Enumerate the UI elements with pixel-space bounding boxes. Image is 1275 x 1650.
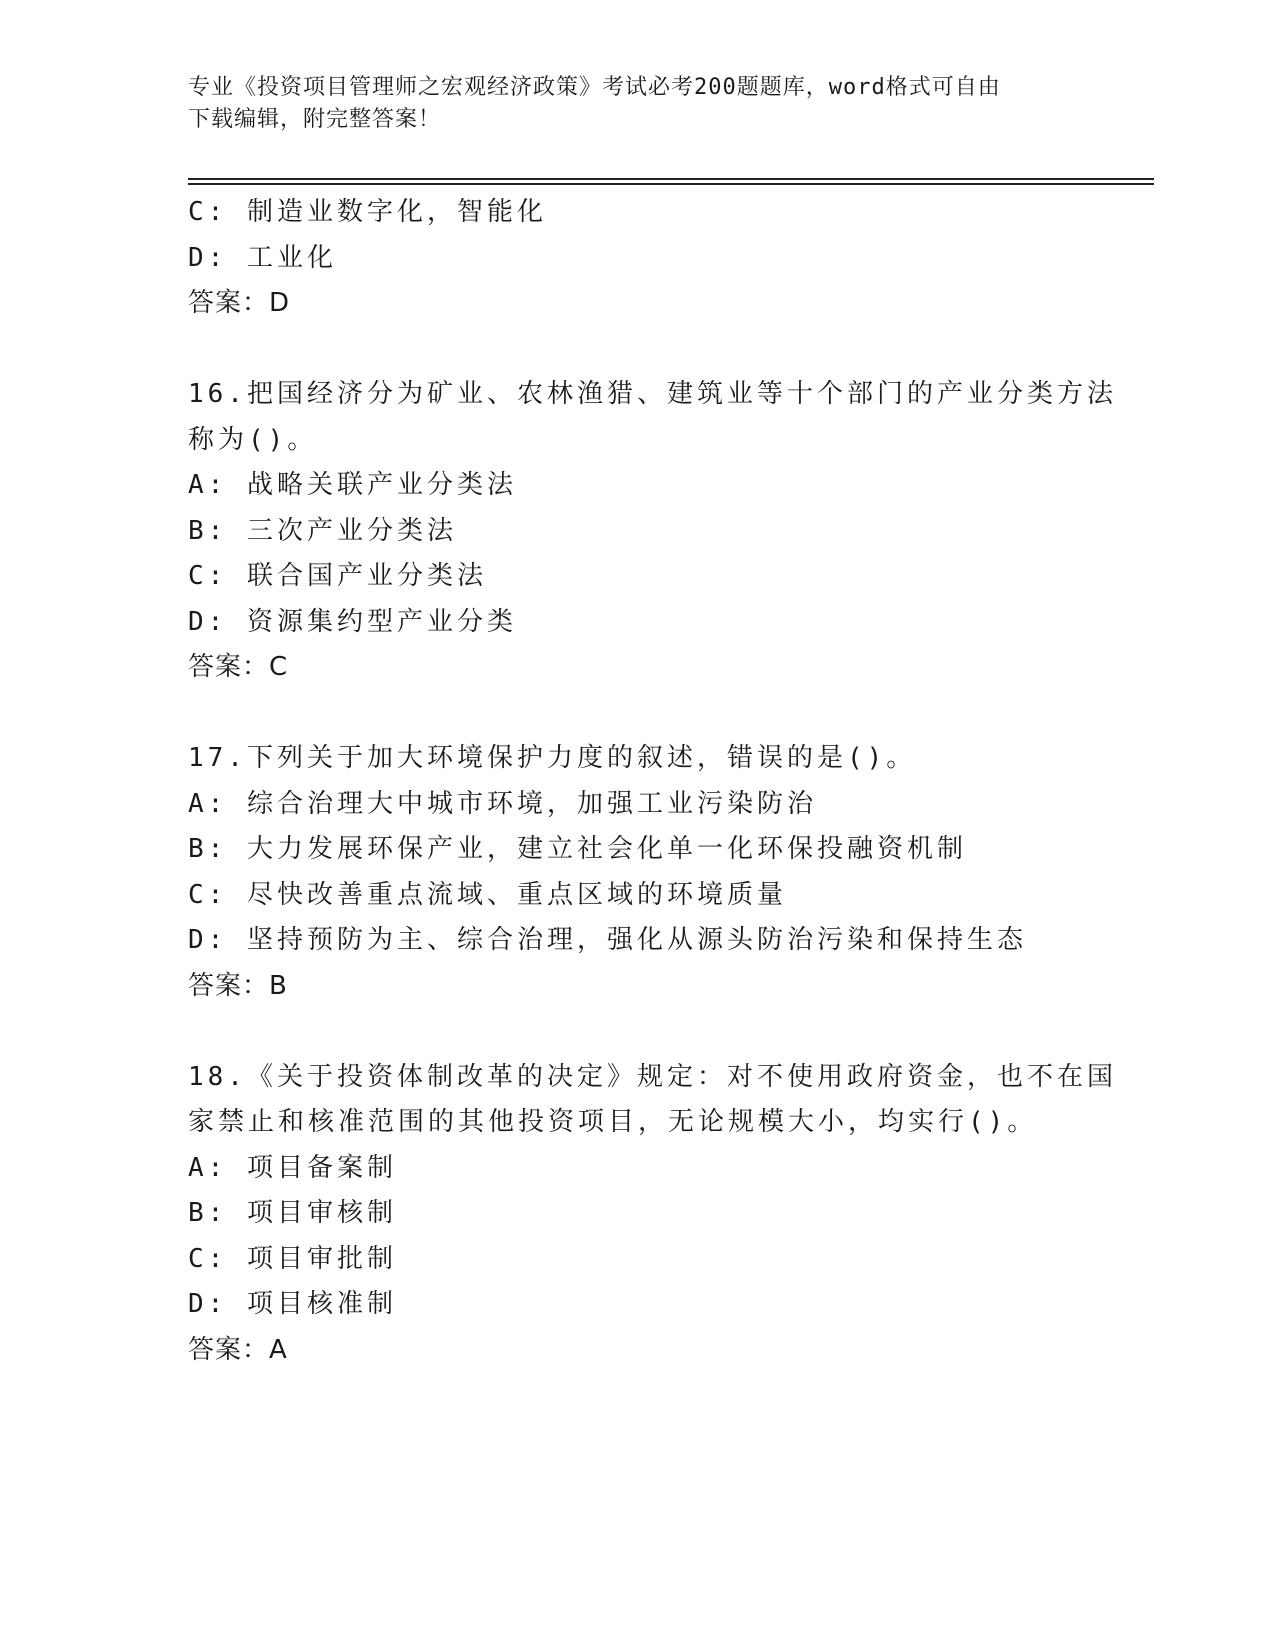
- question-16: [188, 372, 1138, 691]
- answer-line: 答案：D: [188, 288, 291, 318]
- option-c: C: 制造业数字化，智能化: [188, 197, 547, 227]
- question-text-line: 16.把国经济分为矿业、农林渔猎、建筑业等十个部门的产业分类方法: [188, 379, 1117, 409]
- spacer: [188, 691, 1138, 737]
- question-text-line: 18.《关于投资体制改革的决定》规定：对不使用政府资金，也不在国: [188, 1061, 1117, 1092]
- question-17: [188, 736, 1138, 1009]
- option-d: D: 工业化: [188, 242, 337, 273]
- option-b: B: 项目审核制: [188, 1198, 397, 1228]
- header-divider-bottom: [188, 183, 1154, 185]
- spacer: [188, 1009, 1138, 1055]
- option-d: D: 坚持预防为主、综合治理，强化从源头防治污染和保持生态: [188, 925, 1027, 955]
- answer-line: 答案：C: [188, 652, 289, 682]
- header-divider-top: [188, 178, 1154, 180]
- question-text-line: 家禁止和核准范围的其他投资项目，无论规模大小，均实行()。: [188, 1107, 1038, 1137]
- question-15-tail: [188, 190, 1138, 327]
- question-text-line: 17.下列关于加大环境保护力度的叙述，错误的是()。: [188, 743, 917, 773]
- option-d: D: 资源集约型产业分类: [188, 606, 517, 637]
- option-c: C: 尽快改善重点流域、重点区域的环境质量: [188, 879, 787, 910]
- header-line-2: 下载编辑，附完整答案！: [188, 107, 442, 132]
- document-header: [188, 72, 1068, 136]
- answer-line: 答案：B: [188, 970, 288, 1001]
- question-text-line: 称为()。: [188, 424, 318, 455]
- option-b: B: 三次产业分类法: [188, 515, 457, 546]
- question-18: [188, 1055, 1138, 1374]
- spacer: [188, 327, 1138, 373]
- option-c: C: 联合国产业分类法: [188, 561, 487, 591]
- option-b: B: 大力发展环保产业，建立社会化单一化环保投融资机制: [188, 834, 967, 864]
- option-a: A: 综合治理大中城市环境，加强工业污染防治: [188, 788, 817, 819]
- option-a: A: 项目备案制: [188, 1152, 397, 1183]
- header-line-1: 专业《投资项目管理师之宏观经济政策》考试必考200题题库，word格式可自由: [188, 75, 1001, 100]
- option-d: D: 项目核准制: [188, 1289, 397, 1319]
- option-a: A: 战略关联产业分类法: [188, 470, 517, 500]
- document-body: [188, 190, 1138, 1373]
- option-c: C: 项目审批制: [188, 1243, 397, 1274]
- answer-line: 答案：A: [188, 1334, 288, 1365]
